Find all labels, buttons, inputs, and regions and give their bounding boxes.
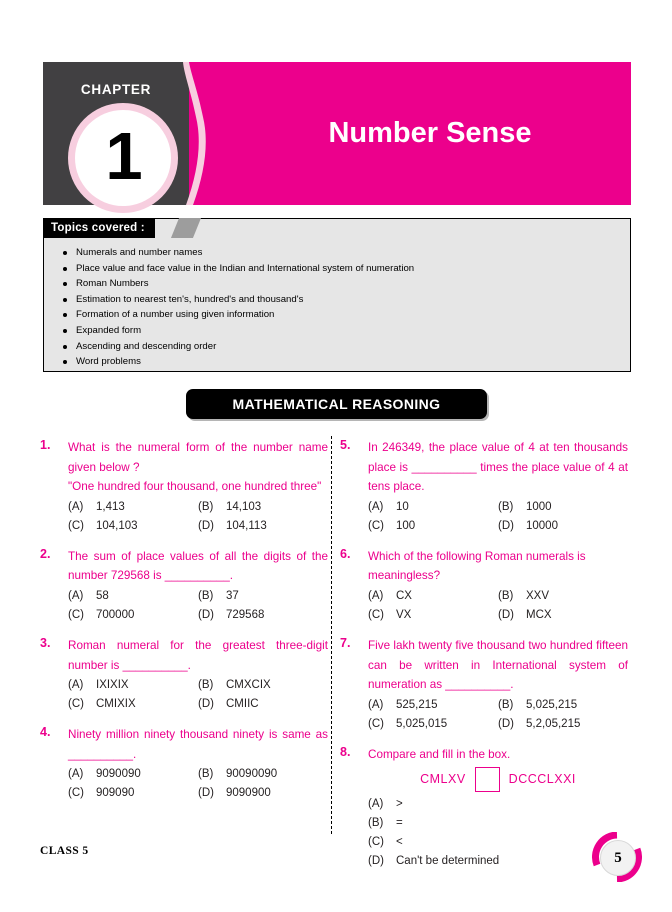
option-tag: (A) [68, 500, 84, 513]
list-item [44, 307, 630, 323]
option-value: 525,215 [396, 698, 438, 711]
question-text: Compare and fill in the box. [368, 747, 511, 761]
option-row [368, 833, 628, 852]
list-item [44, 354, 630, 370]
question-8 [340, 745, 628, 872]
options-list [368, 696, 628, 734]
question-text: What is the numeral form of the number name given below ? [68, 441, 328, 474]
option-tag: (D) [198, 698, 214, 711]
option-tag: (D) [368, 855, 384, 868]
option-d[interactable] [198, 517, 328, 536]
option-c[interactable] [68, 606, 198, 625]
option-tag: (A) [368, 589, 384, 602]
option-value: CMIXIX [96, 698, 136, 711]
option-value: 5,2,05,215 [526, 717, 581, 730]
option-tag: (C) [68, 519, 84, 532]
compare-expression [368, 764, 628, 794]
option-tag: (B) [498, 589, 514, 602]
option-value: CMXCIX [226, 679, 271, 692]
option-tag: (D) [498, 717, 514, 730]
compare-left-numeral: CMLXV [420, 772, 466, 787]
option-row [68, 587, 328, 606]
topics-heading: Topics covered : [43, 218, 155, 238]
option-a[interactable] [68, 765, 198, 784]
topic-text: Estimation to nearest ten's, hundred's and thousand's [76, 293, 304, 305]
option-value: MCX [526, 608, 552, 621]
questions-column-left [40, 438, 328, 814]
options-list [68, 676, 328, 714]
option-c[interactable] [68, 517, 198, 536]
option-row [368, 587, 628, 606]
question-5 [340, 438, 628, 536]
option-d[interactable] [368, 849, 628, 871]
option-row [368, 715, 628, 734]
option-row [368, 696, 628, 715]
option-a[interactable] [68, 587, 198, 606]
option-tag: (A) [68, 768, 84, 781]
chapter-circle [75, 110, 171, 206]
option-c[interactable] [368, 833, 628, 852]
option-a[interactable] [368, 587, 498, 606]
option-value: 100 [396, 519, 416, 532]
option-d[interactable] [198, 606, 328, 625]
option-tag: (B) [198, 679, 214, 692]
option-value: 1000 [526, 500, 552, 513]
option-d[interactable] [498, 606, 628, 625]
option-c[interactable] [68, 695, 198, 714]
question-2 [40, 547, 328, 625]
option-row [368, 498, 628, 517]
options-list [368, 498, 628, 536]
option-tag: (D) [198, 608, 214, 621]
option-value: CX [396, 589, 412, 602]
option-value: 90090090 [226, 768, 278, 781]
option-b[interactable] [498, 587, 628, 606]
option-b[interactable] [198, 676, 328, 695]
option-tag: (C) [68, 787, 84, 800]
option-row [68, 606, 328, 625]
question-number: 6. [340, 546, 351, 561]
option-tag: (C) [68, 698, 84, 711]
option-tag: (C) [368, 717, 384, 730]
bullet-icon [63, 282, 67, 286]
option-tag: (C) [368, 519, 384, 532]
page-title: Number Sense [328, 117, 532, 149]
question-text: The sum of place values of all the digits of the number 729568 is __________. [68, 549, 328, 583]
option-c[interactable] [368, 715, 498, 734]
option-d[interactable] [198, 784, 328, 803]
bullet-icon [63, 360, 67, 364]
option-d[interactable] [498, 517, 628, 536]
option-value: 58 [96, 589, 109, 602]
topics-heading-slant-accent [171, 218, 201, 238]
option-tag: (D) [498, 519, 514, 532]
option-value: > [396, 798, 403, 811]
option-value: 104,113 [226, 519, 267, 532]
option-row [68, 765, 328, 784]
topic-text: Formation of a number using given information [76, 309, 275, 321]
option-tag: (C) [368, 836, 384, 849]
option-tag: (B) [198, 500, 214, 513]
question-number: 7. [340, 635, 351, 650]
option-c[interactable] [368, 517, 498, 536]
option-tag: (A) [368, 798, 384, 811]
question-text: Roman numeral for the greatest three-digit number is __________. [68, 638, 328, 672]
option-b[interactable] [498, 696, 628, 715]
option-value: 14,103 [226, 500, 262, 513]
option-row [368, 849, 628, 871]
page-number-badge [592, 832, 642, 882]
question-6 [340, 547, 628, 625]
option-tag: (B) [498, 500, 514, 513]
option-value: VX [396, 608, 412, 621]
option-value: 909090 [96, 787, 135, 800]
option-tag: (A) [68, 589, 84, 602]
option-a[interactable] [68, 676, 198, 695]
topic-text: Place value and face value in the Indian and International system of numeration [76, 262, 415, 274]
bullet-icon [63, 251, 67, 255]
option-row [68, 517, 328, 536]
questions-column-right [340, 438, 628, 882]
option-row [68, 784, 328, 803]
topic-text: Expanded form [76, 324, 142, 336]
option-value: IXIXIX [96, 679, 129, 692]
compare-right-numeral: DCCCLXXI [508, 772, 576, 787]
bullet-icon [63, 267, 67, 271]
option-tag: (A) [68, 679, 84, 692]
question-text: Five lakh twenty five thousand two hundred fifteen can be written in International system of numeration as __________. [368, 638, 628, 692]
option-value: 37 [226, 589, 239, 602]
question-1 [40, 438, 328, 536]
bullet-icon [63, 313, 67, 317]
list-item [44, 276, 630, 292]
question-text: Ninety million ninety thousand ninety is same as __________. [68, 728, 328, 761]
option-value: 1,413 [96, 500, 125, 513]
options-list [68, 498, 328, 536]
option-row [68, 498, 328, 517]
option-value: 104,103 [96, 519, 138, 532]
option-d[interactable] [198, 695, 328, 714]
topic-text: Roman Numbers [76, 278, 149, 290]
bullet-icon [63, 329, 67, 333]
option-tag: (B) [498, 698, 514, 711]
question-number: 1. [40, 438, 51, 452]
list-item [44, 292, 630, 308]
question-text: Which of the following Roman numerals is meaningless? [368, 549, 586, 583]
chapter-header [43, 62, 631, 205]
question-3 [40, 636, 328, 714]
option-a[interactable] [368, 696, 498, 715]
option-row [368, 795, 628, 814]
question-number: 4. [40, 725, 51, 740]
option-value: 9090090 [96, 768, 141, 781]
option-value: 9090900 [226, 787, 271, 800]
question-number: 5. [340, 438, 351, 452]
option-b[interactable] [498, 498, 628, 517]
section-banner: MATHEMATICAL REASONING [186, 389, 487, 419]
topics-list [44, 245, 630, 370]
option-a[interactable] [368, 795, 628, 814]
options-list [368, 795, 628, 871]
option-value: CMIIC [226, 698, 259, 711]
list-item [44, 323, 630, 339]
list-item [44, 339, 630, 355]
option-c[interactable] [368, 606, 498, 625]
page-badge-disc [600, 840, 636, 876]
question-number: 8. [340, 744, 351, 759]
option-tag: (C) [368, 608, 384, 621]
question-number: 2. [40, 546, 51, 561]
option-row [68, 676, 328, 695]
option-row [368, 517, 628, 536]
option-d[interactable] [498, 715, 628, 734]
option-a[interactable] [68, 498, 198, 517]
option-b[interactable] [198, 765, 328, 784]
page-number: 5 [614, 849, 622, 866]
topic-text: Ascending and descending order [76, 340, 217, 352]
compare-answer-box[interactable] [475, 767, 500, 792]
bullet-icon [63, 298, 67, 302]
bullet-icon [63, 345, 67, 349]
option-value: 700000 [96, 608, 135, 621]
question-4 [40, 725, 328, 803]
topic-text: Numerals and number names [76, 247, 203, 258]
option-c[interactable] [68, 784, 198, 803]
question-text: In 246349, the place value of 4 at ten thousands place is __________ times the place value of 4 at tens place. [368, 441, 628, 494]
option-value: XXV [526, 589, 550, 602]
topic-text: Word problems [76, 356, 141, 368]
option-tag: (A) [368, 698, 384, 711]
question-number: 3. [40, 635, 51, 650]
option-value: < [396, 836, 403, 849]
option-value: 729568 [226, 608, 265, 621]
option-value: 10000 [526, 519, 558, 532]
list-item [44, 245, 630, 261]
option-row [368, 814, 628, 833]
option-b[interactable] [368, 814, 628, 833]
options-list [368, 587, 628, 625]
option-tag: (A) [368, 500, 384, 513]
option-tag: (B) [368, 817, 384, 830]
option-tag: (D) [198, 787, 214, 800]
class-label: CLASS 5 [40, 845, 89, 857]
column-divider [331, 436, 332, 834]
question-7 [340, 636, 628, 734]
topics-covered-box [43, 218, 631, 372]
option-tag: (B) [198, 768, 214, 781]
option-value: 5,025,215 [526, 698, 578, 711]
option-tag: (D) [198, 519, 214, 532]
option-tag: (C) [68, 608, 84, 621]
option-value: 5,025,015 [396, 717, 448, 730]
question-quote: "One hundred four thousand, one hundred three" [68, 480, 322, 494]
option-b[interactable] [198, 498, 328, 517]
option-tag: (B) [198, 589, 214, 602]
options-list [68, 765, 328, 803]
option-value: 10 [396, 500, 409, 513]
option-row [368, 606, 628, 625]
option-row [68, 695, 328, 714]
option-value: = [396, 817, 403, 830]
chapter-number: 1 [105, 118, 143, 194]
option-a[interactable] [368, 498, 498, 517]
chapter-label: CHAPTER [80, 82, 152, 97]
option-value: Can't be determined [396, 855, 500, 868]
option-b[interactable] [198, 587, 328, 606]
list-item [44, 261, 630, 277]
options-list [68, 587, 328, 625]
option-tag: (D) [498, 608, 514, 621]
